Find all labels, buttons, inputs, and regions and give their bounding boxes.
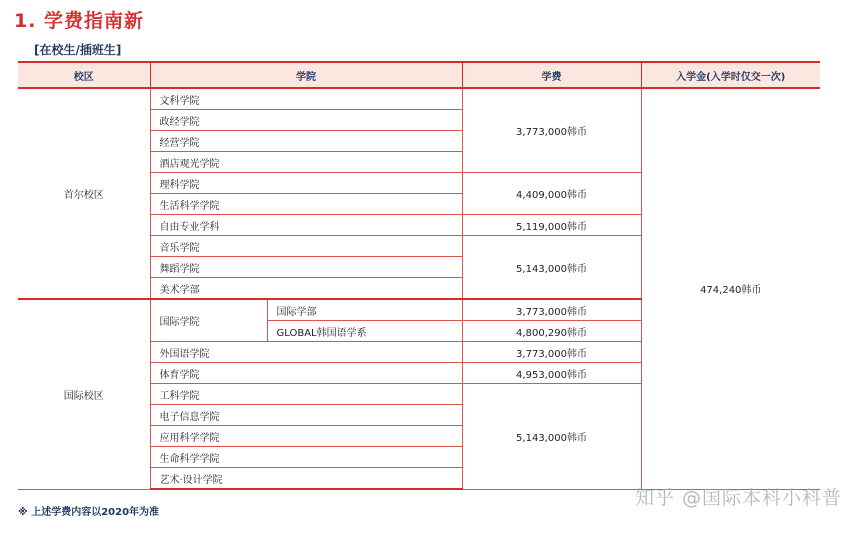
tuition-cell: 5,119,000韩币 <box>462 215 641 236</box>
tuition-cell: 3,773,000韩币 <box>462 299 641 321</box>
college-cell: 美术学部 <box>150 278 462 300</box>
tuition-cell: 4,953,000韩币 <box>462 363 641 384</box>
department-cell: GLOBAL韩国语学系 <box>267 321 462 342</box>
college-cell: 电子信息学院 <box>150 405 462 426</box>
college-cell: 政经学院 <box>150 110 462 131</box>
college-cell: 舞蹈学院 <box>150 257 462 278</box>
page-title: 1. 学费指南新 <box>14 10 145 32</box>
watermark: 知乎 @国际本科小科普 <box>634 487 842 509</box>
college-cell: 生命科学学院 <box>150 447 462 468</box>
tuition-cell: 5,143,000韩币 <box>462 236 641 300</box>
tuition-cell: 3,773,000韩币 <box>462 88 641 173</box>
college-cell: 应用科学学院 <box>150 426 462 447</box>
campus-seoul: 首尔校区 <box>18 88 150 299</box>
college-cell: 艺术·设计学院 <box>150 468 462 490</box>
college-cell: 理科学院 <box>150 173 462 194</box>
tuition-cell: 4,800,290韩币 <box>462 321 641 342</box>
tuition-cell: 4,409,000韩币 <box>462 173 641 215</box>
college-cell: 音乐学院 <box>150 236 462 257</box>
college-cell: 生活科学学院 <box>150 194 462 215</box>
campus-global: 国际校区 <box>18 299 150 489</box>
college-cell: 体育学院 <box>150 363 462 384</box>
header-college: 学院 <box>150 62 462 88</box>
tuition-table <box>18 61 820 490</box>
college-cell: 工科学院 <box>150 384 462 405</box>
college-cell: 文科学院 <box>150 88 462 110</box>
header-campus: 校区 <box>18 62 150 88</box>
college-cell: 经营学院 <box>150 131 462 152</box>
tuition-cell: 5,143,000韩币 <box>462 384 641 490</box>
college-cell: 国际学院 <box>150 299 267 342</box>
table-row <box>18 88 820 110</box>
college-cell: 自由专业学科 <box>150 215 462 236</box>
entrance-fee-cell: 474,240韩币 <box>641 88 820 489</box>
footnote: ※ 上述学费内容以2020年为准 <box>18 507 160 518</box>
section-subtitle: [在校生/插班生] <box>34 43 122 57</box>
college-cell: 酒店观光学院 <box>150 152 462 173</box>
tuition-cell: 3,773,000韩币 <box>462 342 641 363</box>
college-cell: 外国语学院 <box>150 342 462 363</box>
header-tuition: 学费 <box>462 62 641 88</box>
header-entrance-fee: 入学金(入学时仅交一次) <box>641 62 820 88</box>
department-cell: 国际学部 <box>267 299 462 321</box>
table-header-row <box>18 62 820 88</box>
